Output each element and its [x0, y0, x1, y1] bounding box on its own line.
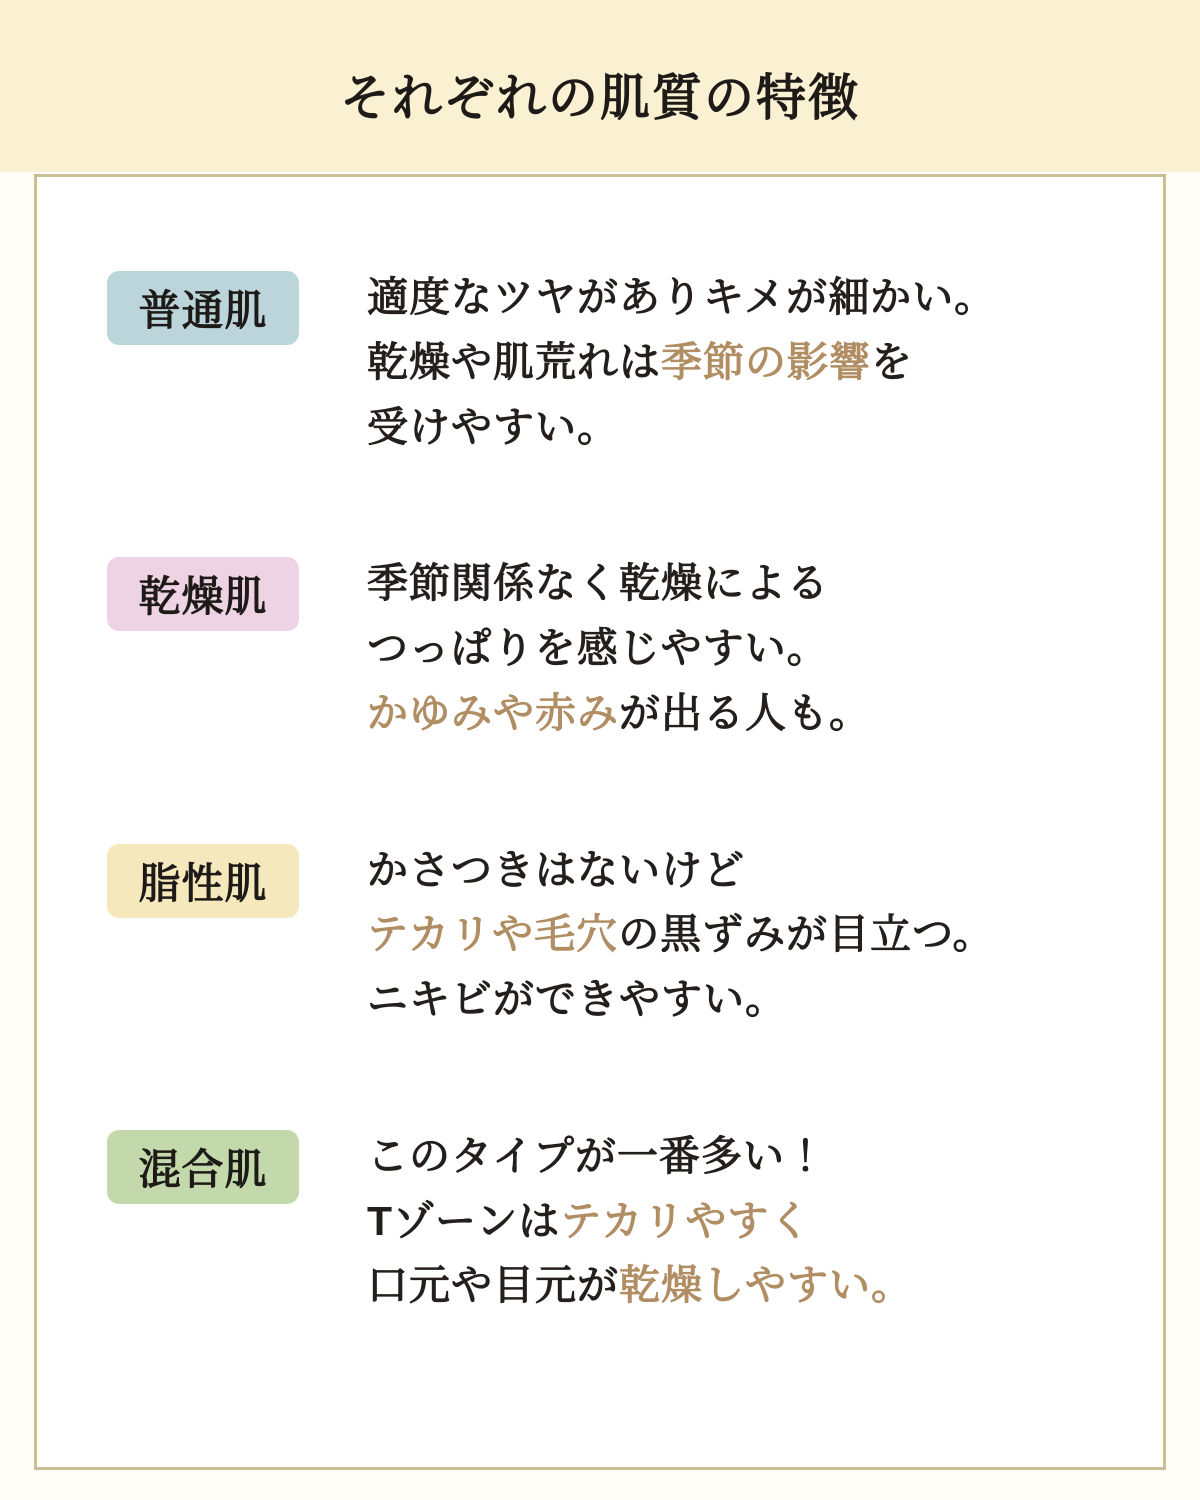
description-line: [367, 681, 871, 746]
plain-text: 季節関係なく乾燥による: [367, 560, 829, 607]
description-line: [367, 551, 871, 616]
plain-text: 乾燥や肌荒れは: [367, 338, 661, 385]
list-item: [37, 265, 1163, 459]
plain-text: が出る人も。: [619, 689, 871, 736]
description-line: [367, 1124, 913, 1189]
skin-type-tag-normal: 普通肌: [107, 271, 299, 345]
page-title: それぞれの肌質の特徴: [340, 70, 860, 126]
skin-type-list: [37, 177, 1163, 1318]
highlighted-text: 乾燥しやすい。: [619, 1262, 913, 1309]
plain-text: 適度なツヤがありキメが細かい。: [367, 274, 997, 320]
plain-text: Tゾーンは: [367, 1197, 561, 1244]
plain-text: の黒ずみが目立つ。: [618, 911, 995, 958]
description-line: [367, 1189, 913, 1254]
list-item: [37, 1124, 1163, 1318]
list-item: [37, 551, 1163, 745]
plain-text: このタイプが一番多い！: [367, 1132, 827, 1179]
plain-text: つっぱりを感じやすい。: [367, 625, 829, 672]
plain-text: ニキビができやすい。: [367, 976, 787, 1023]
skin-type-description-oily: [367, 838, 995, 1032]
highlighted-text: 季節の影響: [661, 338, 871, 385]
description-line: [367, 902, 995, 967]
description-line: [367, 330, 996, 395]
skin-type-tag-oily: 脂性肌: [107, 844, 299, 918]
content-card: [34, 174, 1166, 1470]
description-line: [367, 395, 996, 460]
skin-type-description-combination: [367, 1124, 913, 1318]
plain-text: かさつきはないけど: [367, 846, 745, 893]
skin-type-tag-dry: 乾燥肌: [107, 557, 299, 631]
description-line: [367, 967, 995, 1032]
description-line: [367, 616, 871, 681]
highlighted-text: テカリやすく: [560, 1197, 812, 1244]
skin-type-tag-combination: 混合肌: [107, 1130, 299, 1204]
plain-text: 受けやすい。: [367, 403, 619, 450]
description-line: [367, 1253, 913, 1318]
skin-type-description-normal: [367, 265, 996, 459]
description-line: [367, 838, 995, 903]
list-item: [37, 838, 1163, 1032]
skin-type-description-dry: [367, 551, 871, 745]
plain-text: を: [871, 338, 913, 385]
highlighted-text: かゆみや赤み: [367, 689, 619, 736]
plain-text: 口元や目元が: [367, 1262, 619, 1309]
highlighted-text: テカリや毛穴: [367, 911, 619, 958]
description-line: [367, 265, 996, 330]
